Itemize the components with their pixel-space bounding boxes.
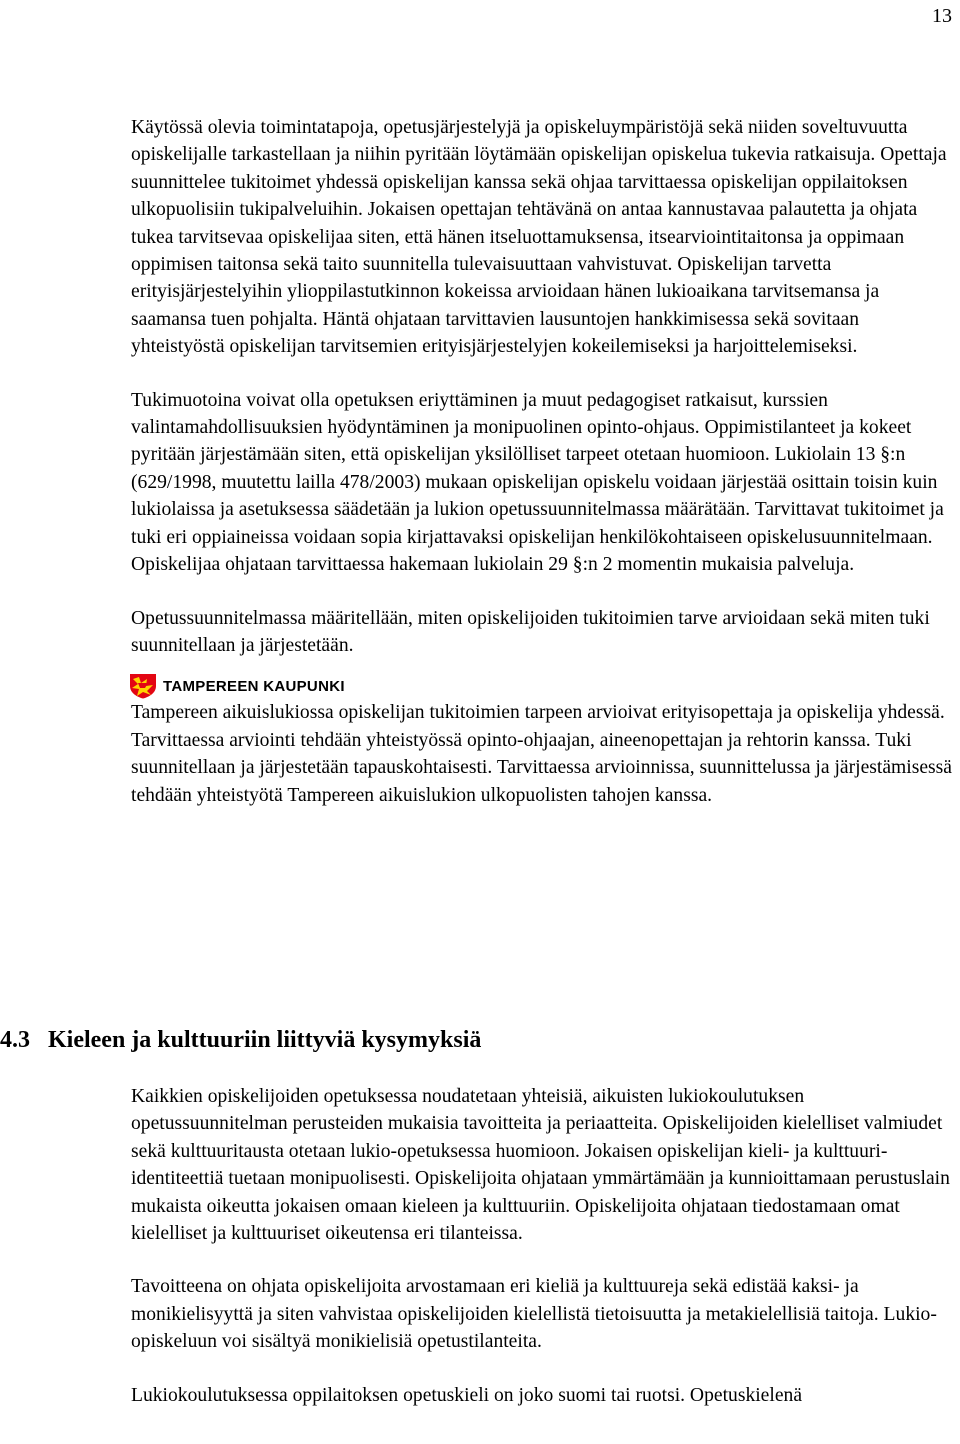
paragraph-language-culture: Kaikkien opiskelijoiden opetuksessa noudatetaan yhteisiä, aikuisten lukiokoulutuksen opetussuunnitelman perusteiden mukaisia tavoitteita ja periaatteita. Opiskelijoiden kielelliset valmiudet sekä kulttuuritausta otetaan lukio-opetuksessa huomioon. Jokaisen opiskelijan kieli- ja kulttuuri-identiteettiä tuetaan monipuolisesti. Opiskelijoita ohjataan ymmärtämään ja kunnioittamaan perustuslain mukaista oikeutta jokaisen omaan kieleen ja kulttuuriin. Opiskelijoita ohjataan tiedostamaan omat kielelliset ja kulttuuriset oikeutensa eri tilanteissa. bbox=[131, 1086, 950, 1245]
page-number: 13 bbox=[932, 5, 952, 27]
tampere-coat-of-arms-icon bbox=[129, 673, 157, 699]
section-content bbox=[131, 1083, 956, 1409]
tampere-logo bbox=[129, 673, 956, 699]
paragraph-teaching-language: Lukiokoulutuksessa oppilaitoksen opetuskieli on joko suomi tai ruotsi. Opetuskielenä bbox=[131, 1384, 803, 1406]
section-title: Kieleen ja kulttuuriin liittyviä kysymyksiä bbox=[48, 1027, 482, 1053]
section-number: 4.3 bbox=[0, 1027, 30, 1053]
paragraph-tampere-adult-school: Tampereen aikuislukiossa opiskelijan tukitoimien tarpeen arvioivat erityisopettaja ja opiskelija yhdessä. Tarvittaessa arviointi tehdään yhteistyössä opinto-ohjaajan, aineenopettajan ja rehtorin kanssa. Tuki suunnitellaan ja järjestetään tapauskohtaisesti. Tarvittaessa arvioinnissa, suunnittelussa ja järjestämisessä tehdään yhteistyötä Tampereen aikuislukion ulkopuolisten tahojen kanssa. bbox=[131, 702, 952, 806]
logo-text: TAMPEREEN KAUPUNKI bbox=[163, 677, 345, 695]
section-heading bbox=[0, 1025, 481, 1055]
paragraph-support-practices: Käytössä olevia toimintatapoja, opetusjärjestelyjä ja opiskeluympäristöjä sekä niiden soveltuvuutta opiskelijalle tarkastellaan ja niihin pyritään löytämään opiskelijan opiskelua tukevia ratkaisuja. Opettaja suunnittelee tukitoimet yhdessä opiskelijan kanssa sekä ohjaa tarvittaessa opiskelijan oppilaitoksen ulkopuolisiin tukipalveluihin. Jokaisen opettajan tehtävänä on antaa kannustavaa palautetta ja ohjata tukea tarvitsevaa opiskelijaa siten, että hänen itseluottamuksensa, itsearviointitaitonsa ja oppimaan oppimisen taitonsa sekä taito suunnitella tulevaisuuttaan vahvistuvat. Opiskelijan tarvetta erityisjärjestelyihin ylioppilastutkinnon kokeissa arvioidaan hänen lukioaikana tarvitsemansa ja saamansa tuen pohjalta. Häntä ohjataan tarvittavien lausuntojen hankkimisessa sekä sovitaan yhteistyöstä opiskelijan tarvitsemien erityisjärjestelyjen kokeilemiseksi ja harjoittelemiseksi. bbox=[131, 117, 947, 358]
paragraph-multilingualism: Tavoitteena on ohjata opiskelijoita arvostamaan eri kieliä ja kulttuureja sekä edistää kaksi- ja monikielisyyttä ja siten vahvistaa opiskelijoiden kielellistä tietoisuutta ja metakielellisiä taitoja. Lukio-opiskeluun voi sisältyä monikielisiä opetustilanteita. bbox=[131, 1276, 937, 1353]
paragraph-curriculum-assessment: Opetussuunnitelmassa määritellään, miten opiskelijoiden tukitoimien tarve arvioidaan sekä miten tuki suunnitellaan ja järjestetään. bbox=[131, 607, 930, 656]
paragraph-support-forms: Tukimuotoina voivat olla opetuksen eriyttäminen ja muut pedagogiset ratkaisut, kurssien valintamahdollisuuksien hyödyntäminen ja monipuolinen opinto-ohjaus. Oppimistilanteet ja kokeet pyritään järjestämään siten, että opiskelijan yksilölliset tarpeet otetaan huomioon. Lukiolain 13 §:n (629/1998, muutettu lailla 478/2003) mukaan opiskelijan opiskelu voidaan järjestää osittain toisin kuin lukiolaissa ja asetuksessa säädetään ja lukion opetussuunnitelmassa määrätään. Tarvittavat tukitoimet ja tuki eri oppiaineissa voidaan sopia kirjattavaksi opiskelijan henkilökohtaiseen opiskelusuunnitelmaan. Opiskelijaa ohjataan tarvittaessa hakemaan lukiolain 29 §:n 2 momentin mukaisia palveluja. bbox=[131, 389, 944, 576]
main-content bbox=[131, 114, 956, 809]
